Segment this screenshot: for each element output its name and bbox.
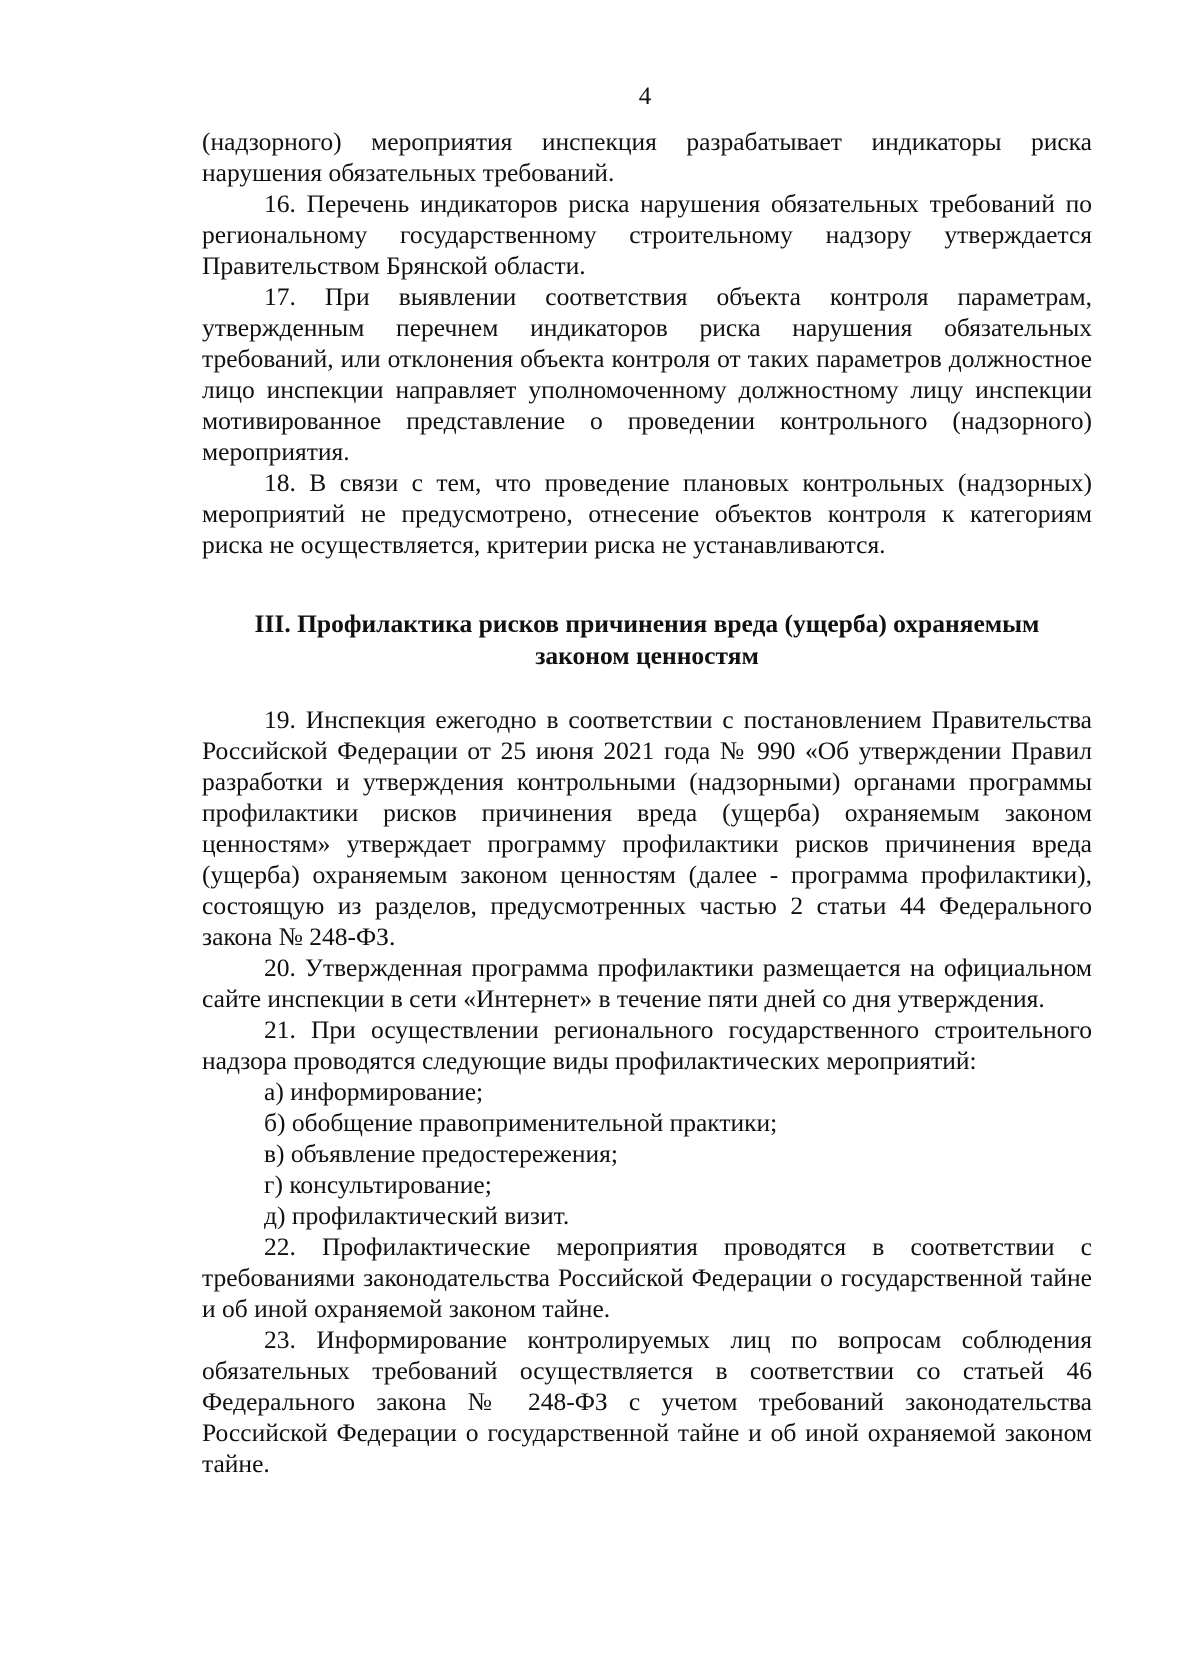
paragraph-17: 17. При выявлении соответствия объекта контроля параметрам, утвержденным перечнем индикаторов риска нарушения обязательных требований, или отклонения объекта контроля от таких параметров должностное лицо инспекции направляет уполномоченному должностному лицу инспекции мотивированное представление о проведении контрольного (надзорного) мероприятия. (202, 282, 1092, 466)
list-item-g: г) консультирование; (264, 1170, 492, 1199)
paragraph-23: 23. Информирование контролируемых лиц по вопросам соблюдения обязательных требований осуществляется в соответствии со статьей 46 Федерального закона № 248-ФЗ с учетом требований законодательства Российской Федерации о государственной тайне и об иной охраняемой законом тайне. (202, 1325, 1092, 1478)
page-number: 4 (638, 83, 652, 110)
list-item-b: б) обобщение правоприменительной практики; (264, 1108, 778, 1137)
list-item-a: а) информирование; (264, 1077, 484, 1106)
list-item-d: д) профилактический визит. (264, 1201, 570, 1230)
paragraph-22: 22. Профилактические мероприятия проводятся в соответствии с требованиями законодательства Российской Федерации о государственной тайне и об иной охраняемой законом тайне. (202, 1232, 1092, 1323)
paragraph-21: 21. При осуществлении регионального государственного строительного надзора проводятся следующие виды профилактических мероприятий: (202, 1015, 1092, 1075)
bottom-text-block (202, 704, 1092, 1479)
list-item-v: в) объявление предостережения; (264, 1139, 618, 1168)
section-heading-line-1: III. Профилактика рисков причинения вреда (ущерба) охраняемым (254, 609, 1040, 638)
paragraph-20: 20. Утвержденная программа профилактики размещается на официальном сайте инспекции в сети «Интернет» в течение пяти дней со дня утверждения. (202, 953, 1092, 1013)
paragraph-continuation: (надзорного) мероприятия инспекция разрабатывает индикаторы риска нарушения обязательных требований. (202, 127, 1092, 187)
paragraph-16: 16. Перечень индикаторов риска нарушения обязательных требований по региональному государственному строительному надзору утверждается Правительством Брянской области. (202, 189, 1092, 280)
paragraph-18: 18. В связи с тем, что проведение плановых контрольных (надзорных) мероприятий не предусмотрено, отнесение объектов контроля к категориям риска не осуществляется, критерии риска не устанавливаются. (202, 468, 1092, 559)
paragraph-19: 19. Инспекция ежегодно в соответствии с постановлением Правительства Российской Федерации от 25 июня 2021 года № 990 «Об утверждении Правил разработки и утверждения контрольными (надзорными) органами программы профилактики рисков причинения вреда (ущерба) охраняемым законом ценностям» утверждает программу профилактики рисков причинения вреда (ущерба) охраняемым законом ценностям (далее - программа профилактики), состоящую из разделов, предусмотренных частью 2 статьи 44 Федерального закона № 248-ФЗ. (202, 705, 1092, 951)
section-heading (202, 608, 1092, 672)
section-heading-line-2: законом ценностям (535, 641, 759, 670)
top-text-block (202, 126, 1092, 560)
